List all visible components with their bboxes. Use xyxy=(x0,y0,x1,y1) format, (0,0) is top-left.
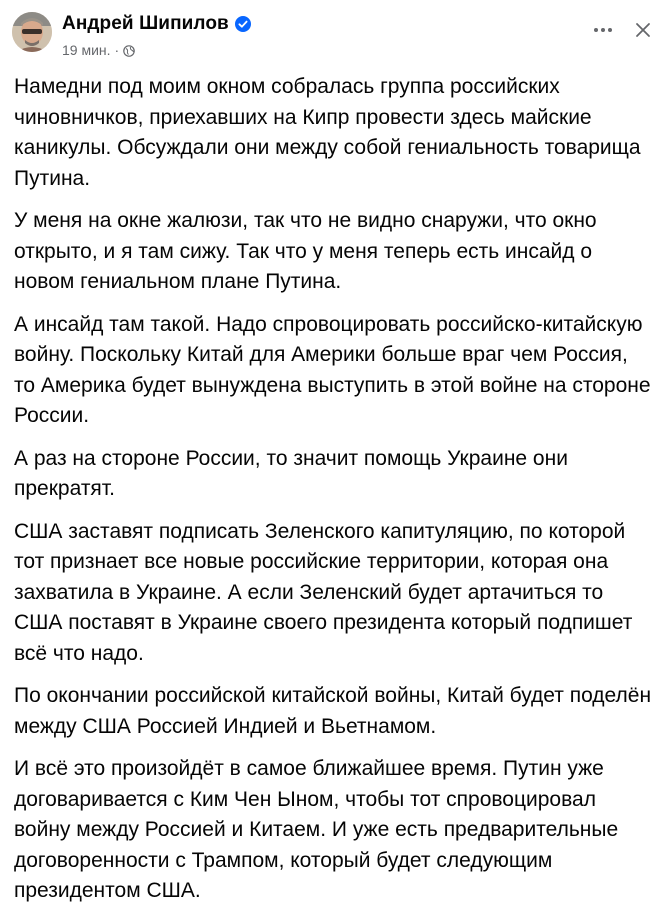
post-paragraph: А инсайд там такой. Надо спровоцировать российско-китайскую войну. Поскольку Китай для Америки больше враг чем Россия, то Америка будет вынуждена выступить в этой войне на стороне России. xyxy=(14,312,651,427)
post-body xyxy=(14,72,654,919)
globe-icon[interactable] xyxy=(123,44,135,56)
post-header xyxy=(0,0,671,72)
avatar-photo xyxy=(12,12,52,52)
post-actions xyxy=(587,14,659,46)
post-paragraph: Намедни под моим окном собралась группа российских чиновничков, приехавших на Кипр провести здесь майские каникулы. Обсуждали они между собой гениальность товарища Путина. xyxy=(14,75,641,190)
close-icon xyxy=(635,22,651,38)
more-options-icon xyxy=(593,27,613,33)
more-options-button[interactable] xyxy=(587,14,619,46)
post-paragraph: США заставят подписать Зеленского капитуляцию, по которой тот признает все новые российские территории, которая она захватила в Украине. А если Зеленский будет артачиться то США поставят в Украине своего президента который подпишет всё что надо. xyxy=(14,519,633,665)
post-paragraph: У меня на окне жалюзи, так что не видно снаружи, что окно открыто, и я там сижу. Так что у меня теперь есть инсайд о новом гениальном плане Путина. xyxy=(14,209,597,293)
author-name[interactable]: Андрей Шипилов xyxy=(62,13,229,34)
post-time[interactable]: 19 мин. xyxy=(62,42,111,58)
post-paragraph: А раз на стороне России, то значит помощь Украине они прекратят. xyxy=(14,446,568,500)
author-avatar[interactable] xyxy=(12,12,52,52)
verified-badge-icon xyxy=(235,16,251,32)
post-paragraph: По окончании российской китайской войны, Китай будет поделён между США Россией Индией и Вьетнамом. xyxy=(14,684,652,738)
meta-separator: · xyxy=(114,42,120,58)
author-line xyxy=(62,12,251,36)
post-paragraph: И всё это произойдёт в самое ближайшее время. Путин уже договаривается с Ким Чен Ыном, чтобы тот спровоцировал войну между Россией и Китаем. И уже есть предварительные договоренности с Трампом, который будет следующим президентом США. xyxy=(14,757,619,902)
close-button[interactable] xyxy=(627,14,659,46)
post-meta xyxy=(62,40,135,60)
